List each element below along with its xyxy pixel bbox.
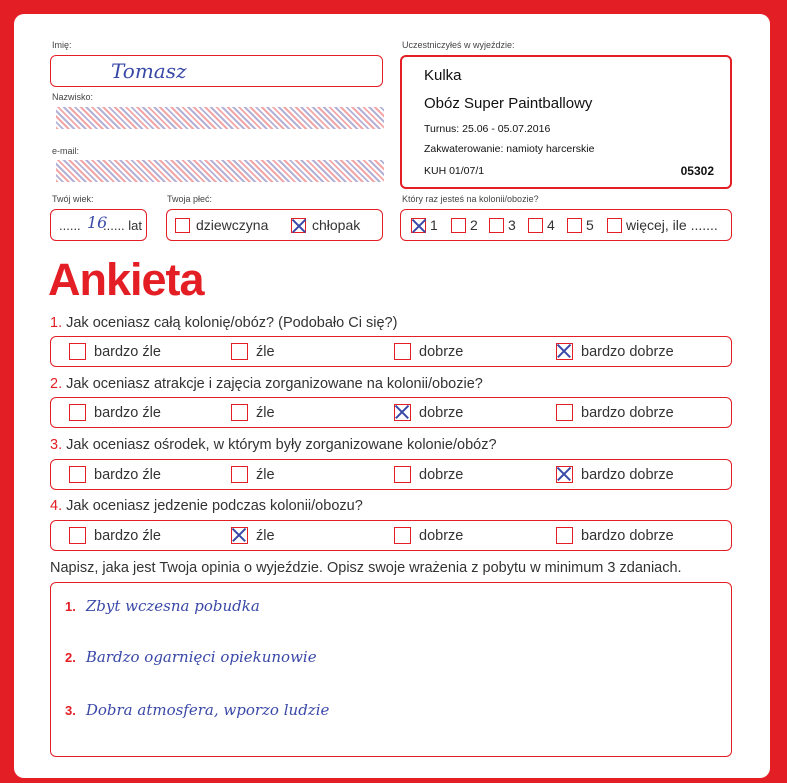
- rating-option[interactable]: [231, 343, 275, 360]
- checkbox[interactable]: [451, 218, 466, 233]
- option-text: bardzo źle: [94, 466, 161, 483]
- rating-option[interactable]: [69, 404, 161, 421]
- question-3: [50, 437, 497, 453]
- age-field[interactable]: [50, 209, 147, 241]
- checkbox-checked[interactable]: [394, 404, 411, 421]
- option-text: dobrze: [419, 404, 464, 421]
- question-number: 4.: [50, 498, 63, 514]
- checkbox[interactable]: [528, 218, 543, 233]
- rating-option[interactable]: [69, 343, 161, 360]
- checkbox-checked[interactable]: [231, 527, 248, 544]
- option-text: 5: [586, 217, 594, 233]
- question-text: Jak oceniasz jedzenie podczas kolonii/obozu?: [62, 498, 363, 514]
- checkbox[interactable]: [556, 527, 573, 544]
- checkbox[interactable]: [231, 404, 248, 421]
- redaction: [56, 160, 384, 182]
- option-text: bardzo źle: [94, 404, 161, 421]
- gender-label: Twoja płeć:: [167, 194, 213, 204]
- name-value: Tomasz: [111, 59, 187, 83]
- camp-name: Kulka: [424, 67, 462, 84]
- camp-title: Obóz Super Paintballowy: [424, 95, 593, 112]
- rating-option[interactable]: [394, 527, 463, 544]
- rating-option[interactable]: [556, 466, 674, 483]
- rating-option[interactable]: [69, 527, 161, 544]
- times-option-5[interactable]: [567, 217, 594, 233]
- checkbox[interactable]: [489, 218, 504, 233]
- question-number: 3.: [50, 437, 63, 453]
- opinion-line-2: [65, 648, 317, 666]
- option-text: więcej, ile .......: [626, 217, 718, 233]
- rating-option[interactable]: [556, 404, 674, 421]
- option-text: dobrze: [419, 466, 464, 483]
- turnus: Turnus: 25.06 - 05.07.2016: [424, 123, 551, 135]
- option-text: bardzo źle: [94, 343, 161, 360]
- line-text: Dobra atmosfera, wporzo ludzie: [85, 701, 330, 719]
- surname-field[interactable]: [50, 99, 390, 139]
- option-text: bardzo źle: [94, 527, 161, 544]
- option-text: bardzo dobrze: [581, 527, 674, 544]
- surname-label: Nazwisko:: [52, 92, 94, 102]
- age-label: Twój wiek:: [52, 194, 94, 204]
- times-label: Który raz jesteś na kolonii/obozie?: [402, 194, 539, 204]
- gender-field: [166, 209, 383, 241]
- camp-code: KUH 01/07/1: [424, 165, 485, 177]
- checkbox[interactable]: [69, 404, 86, 421]
- option-text: chłopak: [312, 217, 361, 233]
- question-number: 1.: [50, 315, 63, 331]
- accommodation: Zakwaterowanie: namioty harcerskie: [424, 143, 595, 155]
- option-text: dobrze: [419, 343, 464, 360]
- option-text: 1: [430, 217, 438, 233]
- option-text: źle: [256, 466, 275, 483]
- question-2: [50, 376, 483, 392]
- rating-row-3: [50, 459, 732, 490]
- opinion-line-3: [65, 701, 329, 719]
- times-option-2[interactable]: [451, 217, 478, 233]
- option-text: źle: [256, 404, 275, 421]
- checkbox-checked[interactable]: [411, 218, 426, 233]
- times-option-1[interactable]: [411, 217, 438, 233]
- line-text: Zbyt wczesna pobudka: [85, 597, 260, 615]
- checkbox[interactable]: [394, 343, 411, 360]
- gender-option-girl[interactable]: [175, 217, 268, 233]
- line-text: Bardzo ogarnięci opiekunowie: [85, 648, 317, 666]
- rating-option[interactable]: [231, 527, 275, 544]
- option-text: 4: [547, 217, 555, 233]
- option-text: bardzo dobrze: [581, 404, 674, 421]
- option-text: 2: [470, 217, 478, 233]
- opinion-line-1: [65, 597, 260, 615]
- option-text: bardzo dobrze: [581, 343, 674, 360]
- question-text: Jak oceniasz ośrodek, w którym były zorganizowane kolonie/obóz?: [62, 437, 497, 453]
- rating-row-1: [50, 336, 732, 367]
- checkbox[interactable]: [231, 343, 248, 360]
- option-text: bardzo dobrze: [581, 466, 674, 483]
- checkbox[interactable]: [175, 218, 190, 233]
- times-option-more[interactable]: [607, 217, 718, 233]
- question-text: Jak oceniasz całą kolonię/obóz? (Podobało Ci się?): [62, 315, 398, 331]
- times-option-4[interactable]: [528, 217, 555, 233]
- age-dots: ......: [59, 218, 81, 233]
- checkbox[interactable]: [607, 218, 622, 233]
- redaction: [56, 107, 384, 129]
- rating-option[interactable]: [556, 343, 674, 360]
- page-title: Ankieta: [48, 254, 204, 305]
- rating-option[interactable]: [394, 466, 463, 483]
- age-suffix: ...... lat: [103, 218, 143, 233]
- line-number: 1.: [65, 599, 76, 614]
- line-number: 2.: [65, 650, 76, 665]
- checkbox[interactable]: [231, 466, 248, 483]
- name-label: Imię:: [52, 40, 72, 50]
- question-number: 2.: [50, 376, 63, 392]
- rating-option[interactable]: [556, 527, 674, 544]
- rating-row-2: [50, 397, 732, 428]
- checkbox[interactable]: [394, 466, 411, 483]
- question-4: [50, 498, 363, 514]
- rating-row-4: [50, 520, 732, 551]
- option-text: dziewczyna: [196, 217, 269, 233]
- rating-option[interactable]: [231, 466, 275, 483]
- times-field: [400, 209, 732, 241]
- checkbox[interactable]: [556, 404, 573, 421]
- question-text: Jak oceniasz atrakcje i zajęcia zorganizowane na kolonii/obozie?: [62, 376, 483, 392]
- option-text: źle: [256, 527, 275, 544]
- email-field[interactable]: [50, 150, 390, 190]
- checkbox[interactable]: [69, 466, 86, 483]
- checkbox-checked[interactable]: [556, 466, 573, 483]
- opinion-prompt: Napisz, jaka jest Twoja opinia o wyjeździe. Opisz swoje wrażenia z pobytu w minimum 3 zdaniach.: [50, 560, 682, 576]
- participant-label: Uczestniczyłeś w wyjeździe:: [402, 40, 515, 50]
- option-text: dobrze: [419, 527, 464, 544]
- rating-option[interactable]: [394, 404, 463, 421]
- email-label: e-mail:: [52, 146, 80, 156]
- checkbox[interactable]: [567, 218, 582, 233]
- age-value: 16: [87, 213, 108, 232]
- checkbox[interactable]: [394, 527, 411, 544]
- camp-info-box: [400, 55, 732, 189]
- checkbox-checked[interactable]: [556, 343, 573, 360]
- line-number: 3.: [65, 703, 76, 718]
- question-1: [50, 315, 397, 331]
- times-option-3[interactable]: [489, 217, 516, 233]
- rating-option[interactable]: [231, 404, 275, 421]
- opinion-box[interactable]: [50, 582, 732, 757]
- rating-option[interactable]: [69, 466, 161, 483]
- checkbox-checked[interactable]: [291, 218, 306, 233]
- rating-option[interactable]: [394, 343, 463, 360]
- camp-number: 05302: [680, 164, 714, 178]
- gender-option-boy[interactable]: [291, 217, 360, 233]
- name-field[interactable]: [50, 55, 383, 87]
- option-text: 3: [508, 217, 516, 233]
- checkbox[interactable]: [69, 343, 86, 360]
- checkbox[interactable]: [69, 527, 86, 544]
- option-text: źle: [256, 343, 275, 360]
